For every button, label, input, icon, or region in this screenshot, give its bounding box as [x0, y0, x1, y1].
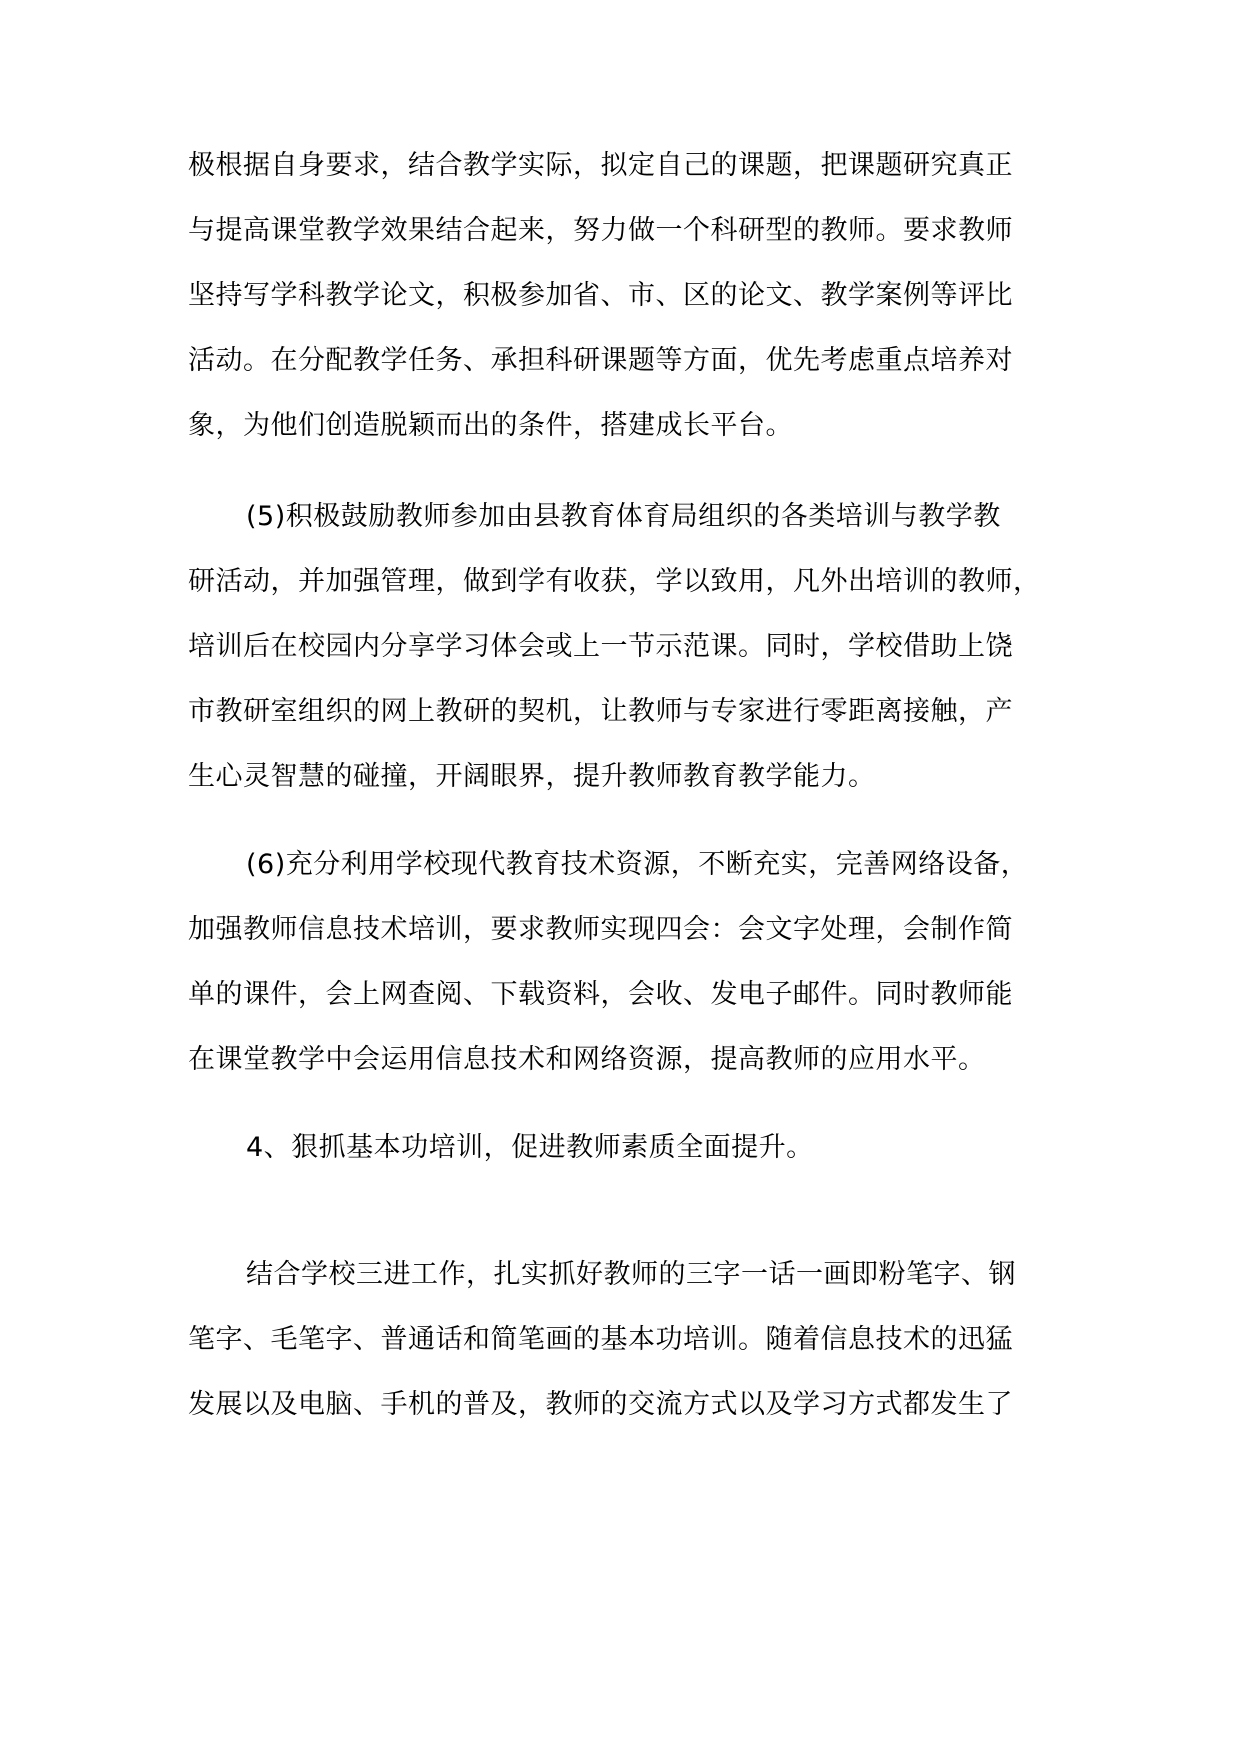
paragraph-line: 活动。在分配教学任务、承担科研课题等方面，优先考虑重点培养对	[188, 345, 1013, 376]
paragraph-line: 笔字、毛笔字、普通话和简笔画的基本功培训。随着信息技术的迅猛	[188, 1324, 1013, 1355]
paragraph-line: 单的课件，会上网查阅、下载资料，会收、发电子邮件。同时教师能	[188, 979, 1013, 1010]
paragraph-line: (5)积极鼓励教师参加由县教育体育局组织的各类培训与教学教	[246, 501, 1001, 532]
paragraph-5	[188, 1242, 1068, 1437]
paragraph-1	[188, 133, 1068, 458]
paragraph-line: 与提高课堂教学效果结合起来，努力做一个科研型的教师。要求教师	[188, 215, 1013, 246]
paragraph-3	[188, 832, 1068, 1092]
paragraph-line: 极根据自身要求，结合教学实际，拟定自己的课题，把课题研究真正	[188, 150, 1013, 181]
section-heading-4	[188, 1115, 1068, 1180]
paragraph-line: 研活动，并加强管理，做到学有收获，学以致用，凡外出培训的教师，	[188, 566, 1041, 597]
paragraph-line: 在课堂教学中会运用信息技术和网络资源，提高教师的应用水平。	[188, 1044, 986, 1075]
paragraph-line: 加强教师信息技术培训，要求教师实现四会：会文字处理，会制作简	[188, 914, 1013, 945]
paragraph-line: 培训后在校园内分享学习体会或上一节示范课。同时，学校借助上饶	[188, 631, 1013, 662]
paragraph-line: 坚持写学科教学论文，积极参加省、市、区的论文、教学案例等评比	[188, 280, 1013, 311]
paragraph-line: 发展以及电脑、手机的普及，教师的交流方式以及学习方式都发生了	[188, 1389, 1013, 1420]
paragraph-line: 结合学校三进工作，扎实抓好教师的三字一话一画即粉笔字、钢	[246, 1259, 1016, 1290]
paragraph-2	[188, 484, 1068, 809]
paragraph-line: (6)充分利用学校现代教育技术资源，不断充实，完善网络设备，	[246, 849, 1029, 880]
paragraph-line: 生心灵智慧的碰撞，开阔眼界，提升教师教育教学能力。	[188, 761, 876, 792]
paragraph-line: 市教研室组织的网上教研的契机，让教师与专家进行零距离接触，产	[188, 696, 1013, 727]
paragraph-line: 象，为他们创造脱颖而出的条件，搭建成长平台。	[188, 410, 793, 441]
section-heading-text: 4、狠抓基本功培训，促进教师素质全面提升。	[246, 1132, 814, 1163]
